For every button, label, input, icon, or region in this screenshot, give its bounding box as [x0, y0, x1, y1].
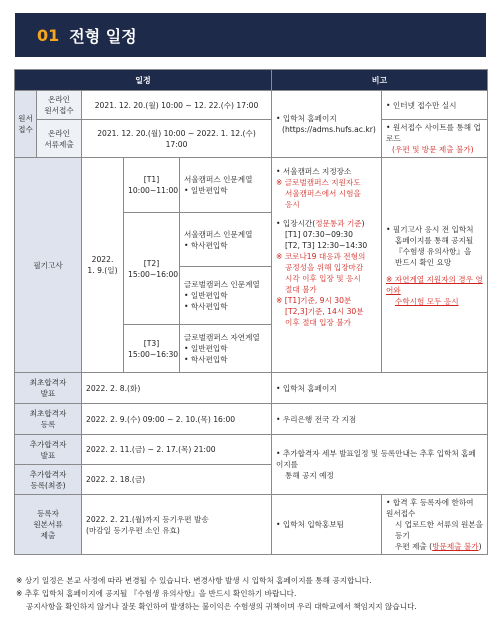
covid-line-3: 시각 이후 입장 및 응시	[285, 274, 361, 283]
t3-target	[180, 325, 272, 373]
original-remark-3-red: 방문제출 불가	[432, 542, 479, 551]
original-remark-3a: 우편 제출 (	[395, 542, 433, 551]
apply-site-cell	[272, 91, 382, 158]
additional-announce-date: 2022. 2. 11.(금) ~ 2. 17.(목) 21:00	[82, 435, 272, 465]
final-announce-label: 최초합격자 발표	[15, 373, 82, 404]
original-remark-3b: )	[478, 542, 482, 551]
final-register-date: 2022. 2. 9.(수) 09:00 ~ 2. 10.(목) 16:00	[82, 404, 272, 435]
additional-announce-label: 추가합격자 발표	[15, 435, 82, 465]
section-header	[15, 13, 486, 57]
footnotes	[16, 574, 491, 613]
t2-code: [T2]	[143, 258, 160, 268]
written-note-6: 수학시험 모두 응시	[395, 296, 459, 306]
t2-global-admit-2: • 학사편입학	[184, 302, 228, 311]
column-header-schedule: 일정	[15, 70, 272, 91]
t3-code: [T3]	[143, 338, 160, 348]
additional-register-date: 2022. 2. 18.(금)	[82, 465, 272, 495]
venue-entry-cell	[272, 158, 382, 373]
written-note-5: ※ 자연계열 지원자의 경우 영어와	[386, 274, 483, 295]
original-docs-label: 등록자 원본서류 제출	[15, 495, 82, 555]
t3-admit-2: • 학사편입학	[184, 355, 228, 364]
final-register-label: 최초합격자 등록	[15, 404, 82, 435]
t3-campus: 글로벌캠퍼스 자연계열	[184, 333, 260, 342]
t2-global-campus: 글로벌캠퍼스 인문계열	[184, 280, 260, 289]
section-title: 전형 일정	[69, 26, 137, 46]
written-note-2: 홈페이지를 통해 공지될	[395, 235, 474, 245]
t1-session	[124, 158, 180, 213]
docs-note-line2: (우편 및 방문 제출 불가)	[392, 145, 474, 154]
additional-note-2: 통해 공지 예정	[285, 471, 334, 480]
final-announce-date: 2022. 2. 8.(화)	[82, 373, 272, 404]
apply-site-url: (https://adms.hufs.ac.kr)	[282, 125, 376, 134]
section-number: 01	[37, 25, 60, 45]
written-note-1: • 필기고사 응시 전 입학처	[386, 224, 474, 234]
t2-session	[124, 213, 180, 325]
entry-title-red: 정문통과 기준	[315, 219, 362, 228]
schedule-table	[14, 69, 488, 555]
t3-admit-1: • 일반편입학	[184, 344, 228, 353]
online-apply-date: 2021. 12. 20.(월) 10:00 ~ 12. 22.(수) 17:00	[82, 91, 272, 120]
original-docs-date-1: 2022. 2. 21.(월)까지 등기우편 발송	[86, 514, 209, 524]
column-header-remark: 비고	[272, 70, 488, 91]
original-docs-date	[82, 495, 272, 555]
online-apply-remark: • 인터넷 접수만 실시	[382, 91, 488, 120]
t3-time: 15:00~16:30	[128, 349, 179, 359]
footnote-3: 공지사항을 확인하지 않거나 잘못 확인하여 발생하는 불이익은 수험생의 귀책이며 우리 대학교에서 책임지지 않습니다.	[26, 602, 417, 611]
venue-warn-2: 서울캠퍼스에서 시험을	[285, 189, 361, 198]
docs-note-line1: • 원서접수 사이트를 통해 업로드	[386, 123, 481, 143]
online-docs-label: 온라인 서류제출	[37, 120, 82, 158]
t3-session	[124, 325, 180, 373]
t1-admit: • 일반편입학	[184, 186, 228, 195]
original-docs-place: • 입학처 입학홍보팀	[272, 495, 382, 555]
original-docs-remark	[382, 495, 488, 555]
written-exam-date	[82, 158, 124, 373]
apply-group-label: 원서 접수	[15, 91, 37, 158]
written-date-day: 1. 9.(일)	[87, 266, 118, 275]
t2-seoul-campus: 서울캠퍼스 인문계열	[184, 229, 253, 239]
additional-register-label: 추가합격자 등록(최종)	[15, 465, 82, 495]
online-apply-label: 온라인 원서접수	[37, 91, 82, 120]
original-remark-3	[386, 541, 483, 552]
t1-code: [T1]	[143, 175, 160, 184]
t2-seoul-admit: • 학사편입학	[184, 240, 228, 250]
additional-note-1: • 추가합격자 세부 발표일정 및 등록안내는 추후 입학처 홈페이지를	[276, 449, 476, 469]
covid-line-4: 절대 불가	[285, 285, 317, 294]
t1-campus: 서울캠퍼스 인문계열	[184, 175, 253, 184]
footnote-1: ※ 상기 일정은 본교 사정에 따라 변경될 수 있습니다. 변경사항 발생 시 입학처 홈페이지를 통해 공지합니다.	[16, 576, 372, 585]
t2-seoul-target	[180, 213, 272, 267]
final-register-remark: • 우리은행 전국 각 지점	[272, 404, 488, 435]
final-announce-remark: • 입학처 홈페이지	[272, 373, 488, 404]
cutoff-line-1: ※ [T1]기준, 9시 30분	[276, 296, 352, 305]
entry-time-t1: [T1] 07:30~09:30	[285, 230, 353, 239]
entry-title-part1: • 입장시간(	[276, 219, 316, 228]
covid-line-2: 공정성을 위해 입장마감	[285, 263, 364, 272]
entry-time-t2: [T2, T3] 12:30~14:30	[285, 241, 368, 250]
cutoff-line-2: [T2,3]기준, 14시 30분	[285, 307, 364, 316]
apply-site-line1: • 입학처 홈페이지	[276, 114, 337, 123]
venue-warn-1: ※ 글로벌캠퍼스 지원자도	[276, 178, 361, 187]
venue-line: • 서울캠퍼스 지정장소	[276, 167, 352, 176]
t2-global-admit-1: • 일반편입학	[184, 291, 228, 300]
venue-warn-3: 응시	[285, 200, 300, 209]
original-remark-1: • 합격 후 등록자에 한하여 원서접수	[386, 498, 474, 518]
written-note-4: 반드시 확인 요망	[395, 257, 452, 267]
online-docs-date: 2021. 12. 20.(월) 10:00 ~ 2022. 1. 12.(수) 17:00	[82, 120, 272, 158]
written-date-year: 2022.	[91, 255, 114, 264]
t2-time: 15:00~16:00	[128, 269, 179, 279]
entry-title-part2: )	[361, 219, 365, 228]
cutoff-line-3: 이후 절대 입장 불가	[285, 318, 351, 327]
t1-target	[180, 158, 272, 213]
footnote-2: ※ 추후 입학처 홈페이지에 공지될 『수험생 유의사항』을 반드시 확인하기 바랍니다.	[16, 589, 297, 598]
written-remark-cell	[382, 158, 488, 373]
original-remark-2: 시 업로드한 서류의 원본을 등기	[395, 520, 483, 540]
original-docs-date-2: (마감일 등기우편 소인 유효)	[86, 525, 180, 535]
online-docs-remark	[382, 120, 488, 158]
covid-line-1: ※ 코로나19 대응과 전형의	[276, 252, 366, 261]
written-note-3: 『수험생 유의사항』을	[395, 246, 472, 256]
t2-global-target	[180, 267, 272, 325]
t1-time: 10:00~11:00	[128, 186, 179, 195]
entry-time-title	[276, 218, 377, 229]
additional-remark	[272, 435, 488, 495]
written-exam-label: 필기고사	[15, 158, 82, 373]
